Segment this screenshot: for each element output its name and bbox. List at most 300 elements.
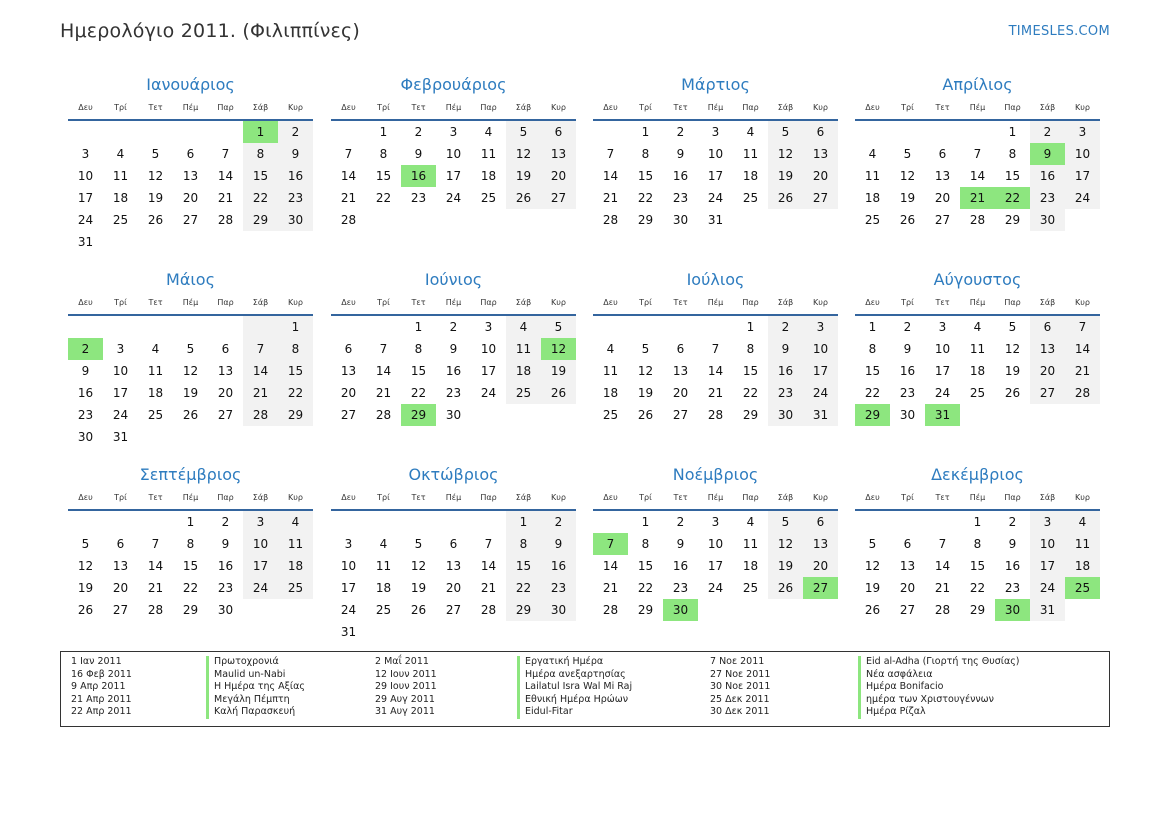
day-cell: 23 xyxy=(217,581,234,595)
day-cell: 6 xyxy=(541,121,576,143)
day-cell: 23 xyxy=(899,386,916,400)
day-cell: 4 xyxy=(606,342,615,356)
day-cell: 2 xyxy=(541,511,576,533)
day-cell: 27 xyxy=(445,603,462,617)
weekday-header xyxy=(68,103,313,115)
day-cell: 8 xyxy=(186,537,195,551)
day-cell: 28 xyxy=(375,408,392,422)
holiday-name: Eidul-Fitar xyxy=(517,706,632,719)
day-cell: 28 xyxy=(243,404,278,426)
day-cell: 12 xyxy=(864,559,881,573)
day-cell: 20 xyxy=(934,191,951,205)
day-cell: 24 xyxy=(1065,187,1100,209)
month-calendar xyxy=(855,465,1100,655)
day-cell: 16 xyxy=(217,559,234,573)
day-cell: 13 xyxy=(1030,338,1065,360)
day-cell: 15 xyxy=(410,364,427,378)
weekday-header xyxy=(68,493,313,505)
day-cell: 8 xyxy=(641,537,650,551)
holiday-date: 1 Ιαν 2011 xyxy=(71,656,122,667)
day-cell: 20 xyxy=(182,191,199,205)
holiday-date: 9 Απρ 2011 xyxy=(71,681,126,693)
day-cell: 13 xyxy=(445,559,462,573)
day-cell: 18 xyxy=(375,581,392,595)
day-cell: 14 xyxy=(1065,338,1100,360)
day-cell: 18 xyxy=(112,191,129,205)
holiday-date-column xyxy=(375,656,437,719)
day-cell: 4 xyxy=(1065,511,1100,533)
day-cell: 17 xyxy=(707,169,724,183)
day-cell: 23 xyxy=(1004,581,1021,595)
day-cell: 9 xyxy=(278,143,313,165)
day-cell: 27 xyxy=(899,603,916,617)
day-cell: 24 xyxy=(77,213,94,227)
weekday-label: Παρ xyxy=(217,103,234,112)
day-cell: 18 xyxy=(742,169,759,183)
day-cell: 17 xyxy=(934,364,951,378)
day-cell: 21 xyxy=(243,382,278,404)
day-cell: 19 xyxy=(899,191,916,205)
day-cell: 23 xyxy=(410,191,427,205)
day-cell: 15 xyxy=(637,559,654,573)
weekday-label: Πέμ xyxy=(707,493,724,502)
day-cell: 15 xyxy=(864,364,881,378)
day-cell: 11 xyxy=(147,364,164,378)
day-cell: 25 xyxy=(480,191,497,205)
day-cell: 14 xyxy=(707,364,724,378)
day-cell: 3 xyxy=(803,316,838,338)
day-cell: 27 xyxy=(672,408,689,422)
day-cell: 26 xyxy=(506,187,541,209)
holiday-date: 30 Νοε 2011 xyxy=(710,681,771,693)
month-calendar xyxy=(593,75,838,265)
weekday-label: Πέμ xyxy=(445,103,462,112)
day-cell: 25 xyxy=(742,191,759,205)
holiday-name: Lailatul Isra Wal Mi Raj xyxy=(517,681,632,694)
holiday-day-cell: 29 xyxy=(855,404,890,426)
day-cell: 23 xyxy=(445,386,462,400)
holiday-name: Ημέρα Bonifacio xyxy=(858,681,1020,694)
day-cell: 3 xyxy=(938,320,947,334)
day-cell: 10 xyxy=(1065,143,1100,165)
weekday-label: Πέμ xyxy=(969,298,986,307)
day-cell: 17 xyxy=(1065,165,1100,187)
weekday-header xyxy=(593,493,838,505)
day-cell: 1 xyxy=(1008,125,1017,139)
day-cell: 24 xyxy=(707,191,724,205)
day-cell: 18 xyxy=(1065,555,1100,577)
weekday-label: Πέμ xyxy=(707,298,724,307)
day-cell: 18 xyxy=(602,386,619,400)
day-cell: 6 xyxy=(676,342,685,356)
holiday-name: Ημέρα ανεξαρτησίας xyxy=(517,669,632,682)
day-cell: 5 xyxy=(414,537,423,551)
holiday-date: 16 Φεβ 2011 xyxy=(71,668,132,680)
day-cell: 4 xyxy=(484,125,493,139)
day-cell: 30 xyxy=(278,209,313,231)
day-cell: 25 xyxy=(742,581,759,595)
day-cell: 14 xyxy=(217,169,234,183)
day-cell: 4 xyxy=(973,320,982,334)
month-title: Μάιος xyxy=(166,270,215,289)
day-cell: 22 xyxy=(742,386,759,400)
holiday-day-cell: 16 xyxy=(401,165,436,187)
day-cell: 27 xyxy=(112,603,129,617)
weekday-label: Τετ xyxy=(411,493,426,502)
day-cell: 26 xyxy=(182,408,199,422)
day-cell: 14 xyxy=(602,169,619,183)
day-cell: 8 xyxy=(506,533,541,555)
weekday-label: Σάβ xyxy=(777,103,794,112)
day-cell: 11 xyxy=(742,147,759,161)
empty-weekend-cell xyxy=(243,316,278,338)
day-cell: 24 xyxy=(340,603,357,617)
weekday-label: Τρί xyxy=(377,493,390,502)
holiday-day-cell: 30 xyxy=(995,599,1030,621)
weekday-label: Πέμ xyxy=(182,103,199,112)
day-cell: 7 xyxy=(973,147,982,161)
holiday-name-column xyxy=(206,656,305,719)
month-title: Αύγουστος xyxy=(933,270,1022,289)
day-cell: 26 xyxy=(77,603,94,617)
day-cell: 12 xyxy=(899,169,916,183)
day-cell: 30 xyxy=(77,430,94,444)
day-cell: 26 xyxy=(768,187,803,209)
month-calendar xyxy=(68,75,313,265)
day-cell: 28 xyxy=(934,603,951,617)
day-cell: 27 xyxy=(1030,382,1065,404)
day-cell: 25 xyxy=(147,408,164,422)
day-cell: 20 xyxy=(803,555,838,577)
weekday-label: Τετ xyxy=(411,298,426,307)
day-cell: 23 xyxy=(672,191,689,205)
day-cell: 7 xyxy=(221,147,230,161)
day-cell: 5 xyxy=(186,342,195,356)
holiday-date: 31 Αυγ 2011 xyxy=(375,706,435,718)
day-cell: 27 xyxy=(340,408,357,422)
brand-link[interactable]: TIMESLES.COM xyxy=(1008,24,1110,39)
day-cell: 29 xyxy=(278,404,313,426)
day-cell: 3 xyxy=(449,125,458,139)
day-cell: 28 xyxy=(1065,382,1100,404)
day-cell: 11 xyxy=(864,169,881,183)
day-cell: 26 xyxy=(864,603,881,617)
day-cell: 12 xyxy=(637,364,654,378)
day-cell: 10 xyxy=(340,559,357,573)
weekday-label: Σάβ xyxy=(1039,298,1056,307)
weekday-label: Παρ xyxy=(742,103,759,112)
weekday-label: Πέμ xyxy=(182,298,199,307)
day-cell: 6 xyxy=(449,537,458,551)
weekday-label: Παρ xyxy=(480,493,497,502)
day-cell: 7 xyxy=(151,537,160,551)
holiday-name-column xyxy=(517,656,632,719)
day-cell: 2 xyxy=(676,125,685,139)
weekday-label: Δευ xyxy=(341,298,356,307)
weekday-header xyxy=(331,298,576,310)
month-title: Οκτώβριος xyxy=(408,465,499,484)
day-cell: 19 xyxy=(506,165,541,187)
holiday-name: Μεγάλη Πέμπτη xyxy=(206,694,305,707)
day-cell: 9 xyxy=(676,537,685,551)
day-cell: 17 xyxy=(707,559,724,573)
day-cell: 12 xyxy=(506,143,541,165)
holiday-date-column xyxy=(710,656,770,719)
holiday-name: Maulid un-Nabi xyxy=(206,669,305,682)
day-cell: 10 xyxy=(243,533,278,555)
weekday-label: Σάβ xyxy=(515,493,532,502)
day-cell: 13 xyxy=(934,169,951,183)
day-cell: 8 xyxy=(746,342,755,356)
weekday-label: Παρ xyxy=(217,298,234,307)
day-cell: 11 xyxy=(112,169,129,183)
day-cell: 1 xyxy=(973,515,982,529)
day-cell: 10 xyxy=(934,342,951,356)
day-cell: 26 xyxy=(147,213,164,227)
weekday-header xyxy=(855,298,1100,310)
day-cell: 16 xyxy=(672,169,689,183)
day-cell: 13 xyxy=(899,559,916,573)
holiday-name-column xyxy=(858,656,1020,719)
day-cell: 27 xyxy=(217,408,234,422)
month-title: Μάρτιος xyxy=(681,75,750,94)
day-cell: 20 xyxy=(1030,360,1065,382)
day-cell: 16 xyxy=(1030,165,1065,187)
day-cell: 25 xyxy=(506,382,541,404)
day-cell: 29 xyxy=(243,209,278,231)
day-cell: 22 xyxy=(969,581,986,595)
day-cell: 19 xyxy=(147,191,164,205)
day-cell: 17 xyxy=(340,581,357,595)
day-cell: 19 xyxy=(768,165,803,187)
day-cell: 3 xyxy=(116,342,125,356)
day-cell: 4 xyxy=(151,342,160,356)
holiday-legend xyxy=(60,651,1110,727)
day-cell: 1 xyxy=(379,125,388,139)
day-cell: 7 xyxy=(606,147,615,161)
day-cell: 30 xyxy=(445,408,462,422)
day-cell: 22 xyxy=(243,187,278,209)
day-cell: 23 xyxy=(278,187,313,209)
day-cell: 25 xyxy=(602,408,619,422)
day-cell: 8 xyxy=(641,147,650,161)
weekday-label: Δευ xyxy=(865,103,880,112)
weekday-label: Τρί xyxy=(377,298,390,307)
day-cell: 29 xyxy=(1004,213,1021,227)
day-cell: 1 xyxy=(746,320,755,334)
day-cell: 17 xyxy=(803,360,838,382)
day-cell: 29 xyxy=(742,408,759,422)
weekday-label: Πέμ xyxy=(969,103,986,112)
holiday-day-cell: 12 xyxy=(541,338,576,360)
day-cell: 30 xyxy=(768,404,803,426)
day-cell: 10 xyxy=(1030,533,1065,555)
day-cell: 24 xyxy=(112,408,129,422)
weekday-label: Τετ xyxy=(411,103,426,112)
weekday-label: Τετ xyxy=(673,493,688,502)
day-cell: 8 xyxy=(379,147,388,161)
day-cell: 28 xyxy=(969,213,986,227)
day-cell: 5 xyxy=(506,121,541,143)
day-cell: 8 xyxy=(414,342,423,356)
holiday-date: 29 Ιουν 2011 xyxy=(375,681,437,693)
day-cell: 26 xyxy=(410,603,427,617)
weekday-label: Σάβ xyxy=(1039,493,1056,502)
day-cell: 26 xyxy=(899,213,916,227)
day-cell: 23 xyxy=(77,408,94,422)
day-cell: 18 xyxy=(969,364,986,378)
holiday-name: Πρωτοχρονιά xyxy=(206,656,305,669)
month-calendar xyxy=(593,270,838,460)
day-cell: 11 xyxy=(1065,533,1100,555)
day-cell: 15 xyxy=(1004,169,1021,183)
weekday-label: Τρί xyxy=(639,298,652,307)
day-cell: 20 xyxy=(541,165,576,187)
day-cell: 17 xyxy=(1030,555,1065,577)
day-cell: 30 xyxy=(1030,209,1065,231)
day-cell: 3 xyxy=(81,147,90,161)
day-cell: 8 xyxy=(868,342,877,356)
day-cell: 14 xyxy=(147,559,164,573)
weekday-label: Κυρ xyxy=(288,493,303,502)
weekday-label: Κυρ xyxy=(551,298,566,307)
day-cell: 2 xyxy=(768,316,803,338)
day-cell: 14 xyxy=(934,559,951,573)
weekday-label: Τρί xyxy=(114,298,127,307)
weekday-label: Δευ xyxy=(603,103,618,112)
weekday-label: Κυρ xyxy=(551,103,566,112)
day-cell: 13 xyxy=(672,364,689,378)
weekday-label: Τετ xyxy=(935,298,950,307)
weekday-label: Παρ xyxy=(480,103,497,112)
month-calendar xyxy=(855,75,1100,265)
weekday-label: Τετ xyxy=(148,298,163,307)
day-cell: 1 xyxy=(278,316,313,338)
day-cell: 26 xyxy=(541,382,576,404)
day-cell: 15 xyxy=(742,364,759,378)
holiday-date: 30 Δεκ 2011 xyxy=(710,706,770,718)
day-grid xyxy=(593,121,838,253)
month-title: Ιούλιος xyxy=(686,270,745,289)
weekday-label: Δευ xyxy=(78,103,93,112)
day-cell: 7 xyxy=(711,342,720,356)
holiday-day-cell: 21 xyxy=(960,187,995,209)
holiday-date-column xyxy=(71,656,132,719)
day-cell: 14 xyxy=(375,364,392,378)
weekday-label: Παρ xyxy=(1004,493,1021,502)
day-cell: 26 xyxy=(637,408,654,422)
month-title: Απρίλιος xyxy=(942,75,1013,94)
day-cell: 31 xyxy=(340,625,357,639)
holiday-date: 25 Δεκ 2011 xyxy=(710,693,770,705)
day-cell: 15 xyxy=(375,169,392,183)
day-cell: 20 xyxy=(899,581,916,595)
day-cell: 24 xyxy=(1030,577,1065,599)
day-cell: 3 xyxy=(711,125,720,139)
day-cell: 5 xyxy=(903,147,912,161)
day-cell: 17 xyxy=(445,169,462,183)
day-cell: 20 xyxy=(803,165,838,187)
day-cell: 12 xyxy=(768,143,803,165)
day-cell: 10 xyxy=(707,147,724,161)
day-cell: 31 xyxy=(707,213,724,227)
month-calendar xyxy=(593,465,838,655)
day-cell: 2 xyxy=(278,121,313,143)
day-cell: 23 xyxy=(672,581,689,595)
day-cell: 14 xyxy=(340,169,357,183)
weekday-label: Πέμ xyxy=(969,493,986,502)
weekday-label: Κυρ xyxy=(288,103,303,112)
day-cell: 5 xyxy=(768,511,803,533)
day-cell: 24 xyxy=(445,191,462,205)
day-cell: 18 xyxy=(147,386,164,400)
holiday-day-cell: 9 xyxy=(1030,143,1065,165)
holiday-day-cell: 29 xyxy=(401,404,436,426)
day-cell: 19 xyxy=(77,581,94,595)
day-cell: 29 xyxy=(182,603,199,617)
day-cell: 31 xyxy=(1030,599,1065,621)
day-cell: 8 xyxy=(973,537,982,551)
weekday-label: Σάβ xyxy=(515,298,532,307)
day-cell: 2 xyxy=(903,320,912,334)
weekday-label: Σάβ xyxy=(252,103,269,112)
day-cell: 10 xyxy=(112,364,129,378)
weekday-label: Παρ xyxy=(742,493,759,502)
day-cell: 19 xyxy=(182,386,199,400)
day-cell: 7 xyxy=(1065,316,1100,338)
weekday-label: Τρί xyxy=(377,103,390,112)
weekday-label: Πέμ xyxy=(445,493,462,502)
day-cell: 20 xyxy=(112,581,129,595)
day-cell: 6 xyxy=(221,342,230,356)
holiday-day-cell: 30 xyxy=(663,599,698,621)
day-cell: 24 xyxy=(803,382,838,404)
holiday-day-cell: 7 xyxy=(593,533,628,555)
day-cell: 7 xyxy=(938,537,947,551)
day-cell: 2 xyxy=(676,515,685,529)
weekday-label: Δευ xyxy=(78,298,93,307)
day-cell: 27 xyxy=(934,213,951,227)
weekday-label: Παρ xyxy=(480,298,497,307)
day-cell: 11 xyxy=(480,147,497,161)
day-cell: 6 xyxy=(803,121,838,143)
weekday-label: Κυρ xyxy=(288,298,303,307)
month-calendar xyxy=(331,270,576,460)
weekday-label: Δευ xyxy=(865,493,880,502)
day-cell: 26 xyxy=(768,577,803,599)
weekday-label: Κυρ xyxy=(551,493,566,502)
day-cell: 13 xyxy=(217,364,234,378)
day-cell: 1 xyxy=(641,515,650,529)
day-cell: 1 xyxy=(641,125,650,139)
day-cell: 13 xyxy=(803,143,838,165)
day-cell: 15 xyxy=(278,360,313,382)
day-cell: 4 xyxy=(506,316,541,338)
day-cell: 4 xyxy=(746,125,755,139)
day-cell: 2 xyxy=(414,125,423,139)
day-cell: 24 xyxy=(934,386,951,400)
day-cell: 21 xyxy=(1065,360,1100,382)
day-cell: 21 xyxy=(480,581,497,595)
day-cell: 3 xyxy=(1030,511,1065,533)
weekday-label: Πέμ xyxy=(182,493,199,502)
day-cell: 16 xyxy=(768,360,803,382)
holiday-date: 22 Απρ 2011 xyxy=(71,706,132,718)
day-cell: 7 xyxy=(484,537,493,551)
day-cell: 17 xyxy=(77,191,94,205)
day-grid xyxy=(855,316,1100,448)
month-title: Φεβρουάριος xyxy=(400,75,507,94)
